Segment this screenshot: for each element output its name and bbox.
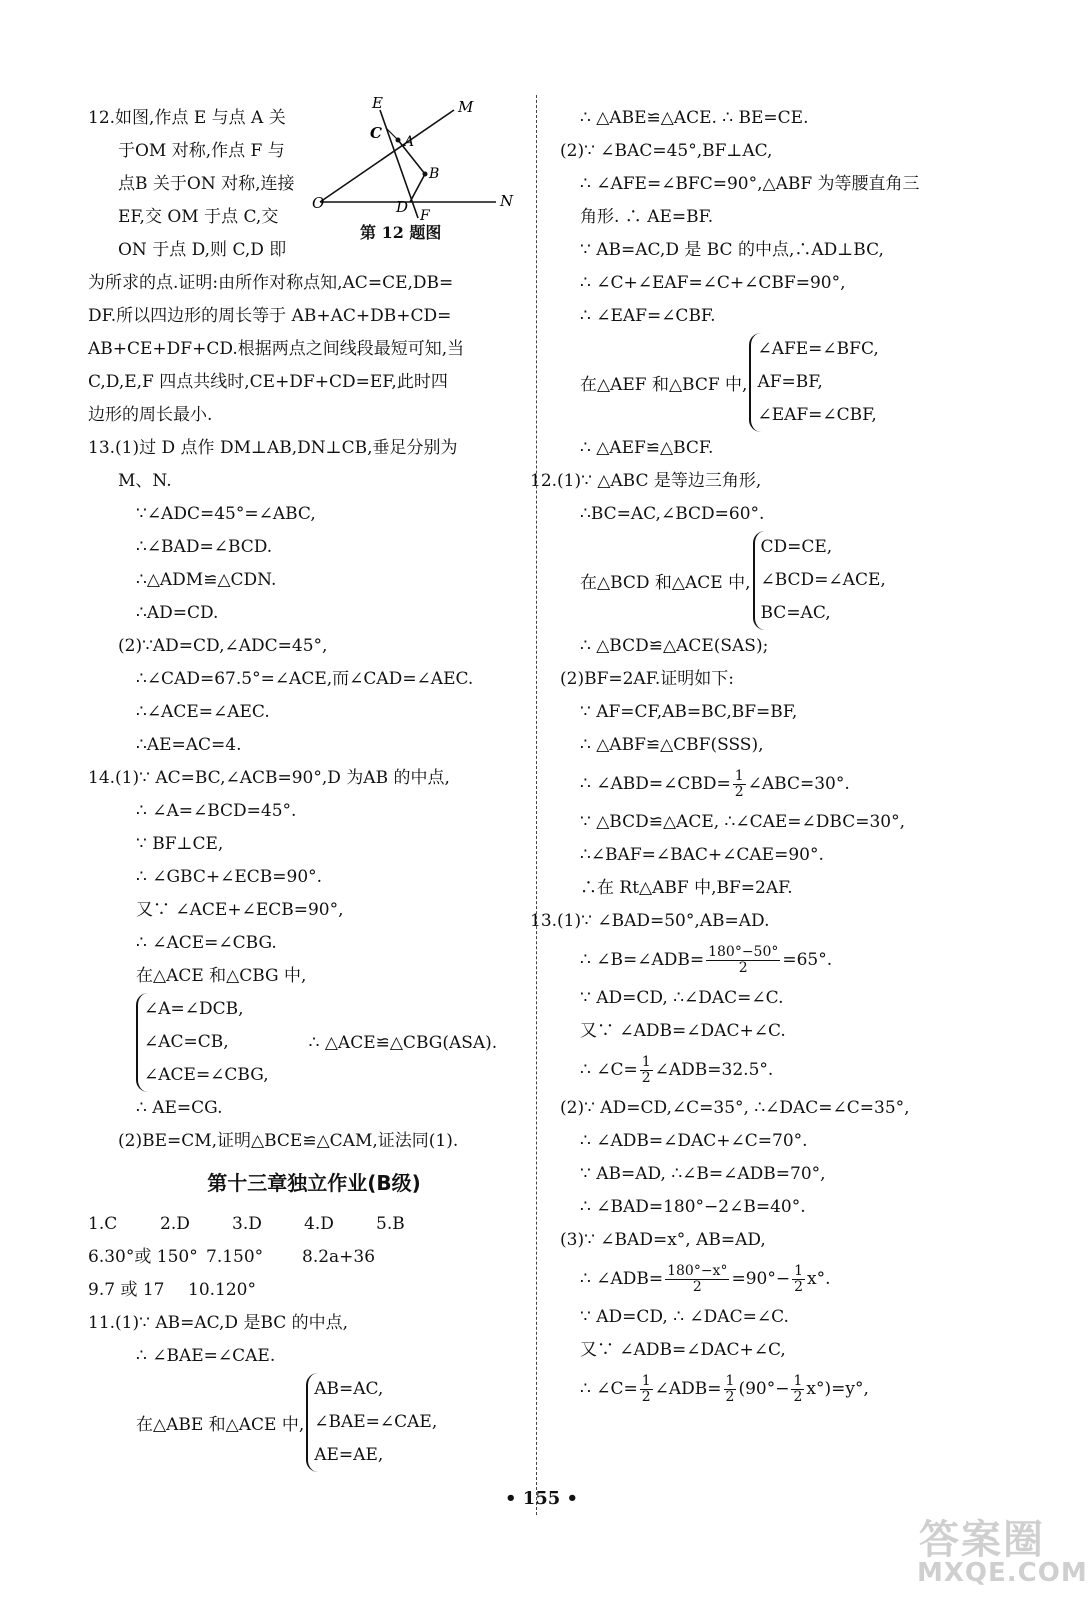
text-line: ∴BC=AC,∠BCD=60°. bbox=[580, 504, 765, 524]
numerator: 1 bbox=[734, 768, 744, 784]
fraction bbox=[640, 1374, 653, 1405]
figure-12 bbox=[314, 96, 520, 246]
system-label: 在△ABE 和△ACE 中, bbox=[136, 1415, 305, 1435]
text-line: 14.(1)∵ AC=BC,∠ACB=90°,D 为AB 的中点, bbox=[88, 768, 450, 788]
fraction bbox=[733, 769, 746, 800]
system-label: 在△BCD 和△ACE 中, bbox=[580, 573, 751, 593]
figure-12-diagram bbox=[312, 94, 520, 224]
system-line: ∠BCD=∠ACE, bbox=[760, 570, 886, 590]
text-line: ∴ ∠GBC+∠ECB=90°. bbox=[136, 867, 323, 887]
denominator: 2 bbox=[641, 1070, 651, 1086]
text-line: ∴ △ABF≌△CBF(SSS), bbox=[580, 735, 764, 755]
numerator: 1 bbox=[641, 1054, 651, 1070]
watermark-logo bbox=[909, 1508, 1088, 1590]
text-line: ∴ △AEF≌△BCF. bbox=[580, 438, 714, 458]
denominator: 2 bbox=[794, 1279, 804, 1295]
answer: 1.C bbox=[88, 1214, 118, 1234]
brace bbox=[753, 531, 886, 630]
answer-row bbox=[88, 1241, 520, 1274]
denominator: 2 bbox=[793, 1389, 803, 1405]
answer: 4.D bbox=[304, 1214, 334, 1234]
system-line: ∠A=∠DCB, bbox=[144, 999, 244, 1019]
formula-text: ∴ ∠C= bbox=[580, 1379, 638, 1399]
text-line: 角形. ∴ AE=BF. bbox=[580, 207, 714, 227]
fraction bbox=[792, 1264, 805, 1295]
formula-line bbox=[560, 1367, 990, 1411]
label-n: N bbox=[500, 192, 514, 210]
answer: 3.D bbox=[232, 1214, 262, 1234]
denominator: 2 bbox=[641, 1389, 651, 1405]
watermark-url: MXQE.COM bbox=[917, 1558, 1088, 1588]
text-line: 13.(1)∵ ∠BAD=50°,AB=AD. bbox=[530, 911, 770, 931]
label-o: O bbox=[312, 194, 325, 212]
fraction bbox=[640, 1055, 653, 1086]
fraction bbox=[724, 1374, 737, 1405]
formula-text: ∴ ∠B=∠ADB= bbox=[580, 950, 705, 970]
text-line: 于OM 对称,作点 F 与 bbox=[118, 141, 285, 161]
system-line: CD=CE, bbox=[760, 537, 833, 557]
numerator: 1 bbox=[641, 1373, 651, 1389]
text-line: ∴ ∠AFE=∠BFC=90°,△ABF 为等腰直角三 bbox=[580, 174, 920, 194]
text-line: (2)∵AD=CD,∠ADC=45°, bbox=[118, 636, 328, 656]
text-line: ∵ AB=AD, ∴∠B=∠ADB=70°, bbox=[580, 1164, 826, 1184]
denominator: 2 bbox=[738, 960, 748, 976]
text-line: (2)BE=CM,证明△BCE≌△CAM,证法同(1). bbox=[118, 1131, 459, 1151]
text-line: ∵ AF=CF,AB=BC,BF=BF, bbox=[580, 702, 798, 722]
text-line: (3)∵ ∠BAD=x°, AB=AD, bbox=[560, 1230, 766, 1250]
brace bbox=[749, 333, 878, 432]
text-line: EF,交 OM 于点 C,交 bbox=[118, 207, 279, 227]
answer-list bbox=[88, 1208, 520, 1307]
text-line: ∴ ∠ADB=∠DAC+∠C=70°. bbox=[580, 1131, 808, 1151]
text-line: ∵ AD=CD, ∴ ∠DAC=∠C. bbox=[580, 1307, 789, 1327]
formula-text: x°)=y°, bbox=[806, 1379, 869, 1399]
column-divider bbox=[536, 95, 537, 1515]
system-line: ∠BAE=∠CAE, bbox=[314, 1412, 438, 1432]
text-line: C,D,E,F 四点共线时,CE+DF+CD=EF,此时四 bbox=[88, 372, 448, 392]
answer: 8.2a+36 bbox=[302, 1247, 376, 1267]
text-line: ∴∠BAF=∠BAC+∠CAE=90°. bbox=[580, 845, 824, 865]
formula-line bbox=[560, 938, 990, 982]
text-line: ∴ ∠C+∠EAF=∠C+∠CBF=90°, bbox=[580, 273, 846, 293]
text-line: ∴ AE=CG. bbox=[136, 1098, 223, 1118]
system-line: AF=BF, bbox=[757, 372, 823, 392]
answer: 9.7 或 17 bbox=[88, 1280, 165, 1300]
text-line: M、N. bbox=[118, 471, 172, 491]
text-line: ∵ △BCD≌△ACE, ∴∠CAE=∠DBC=30°, bbox=[580, 812, 906, 832]
label-e: E bbox=[372, 94, 383, 112]
answer-row bbox=[88, 1208, 520, 1241]
formula-line bbox=[560, 1048, 990, 1092]
text-line: DF.所以四边形的周长等于 AB+AC+DB+CD= bbox=[88, 306, 452, 326]
system-line: ∠AC=CB, bbox=[144, 1032, 229, 1052]
fraction bbox=[706, 945, 780, 976]
label-m: M bbox=[458, 98, 474, 116]
system-line: BC=AC, bbox=[760, 603, 831, 623]
text-line: ∵ AB=AC,D 是 BC 的中点,∴AD⊥BC, bbox=[580, 240, 884, 260]
label-f: F bbox=[420, 208, 430, 224]
brace bbox=[306, 1373, 437, 1472]
formula-text: ∴ ∠ABD=∠CBD= bbox=[580, 774, 731, 794]
equation-system bbox=[560, 333, 990, 432]
formula-text: =65°. bbox=[782, 950, 833, 970]
text-line: ∴ △BCD≌△ACE(SAS); bbox=[580, 636, 769, 656]
system-line: AB=AC, bbox=[314, 1379, 384, 1399]
text-line: ∵ AD=CD, ∴∠DAC=∠C. bbox=[580, 988, 784, 1008]
section-heading: 第十三章独立作业(B级) bbox=[207, 1171, 421, 1195]
text-line: ∴ ∠EAF=∠CBF. bbox=[580, 306, 716, 326]
answer: 10.120° bbox=[188, 1280, 256, 1300]
text-line: ∴ ∠A=∠BCD=45°. bbox=[136, 801, 297, 821]
answer: 5.B bbox=[376, 1214, 405, 1234]
formula-text: =90°− bbox=[731, 1269, 791, 1289]
text-line: ∴∠BAD=∠BCD. bbox=[136, 537, 273, 557]
text-line: 11.(1)∵ AB=AC,D 是BC 的中点, bbox=[88, 1313, 349, 1333]
label-a: A bbox=[404, 134, 415, 150]
numerator: 1 bbox=[794, 1263, 804, 1279]
answer: 7.150° bbox=[206, 1247, 264, 1267]
answer: 2.D bbox=[160, 1214, 190, 1234]
text-line: 又∵ ∠ACE+∠ECB=90°, bbox=[136, 900, 344, 920]
denominator: 2 bbox=[725, 1389, 735, 1405]
watermark-text: 答案圈 bbox=[919, 1517, 1045, 1563]
system-line: ∠ACE=∠CBG, bbox=[144, 1065, 269, 1085]
text-line: ∴ ∠ACE=∠CBG. bbox=[136, 933, 277, 953]
system-label: 在△AEF 和△BCF 中, bbox=[580, 375, 748, 395]
text-line: 边形的周长最小. bbox=[88, 405, 213, 425]
numerator: 180°−x° bbox=[667, 1263, 728, 1279]
formula-line bbox=[560, 762, 990, 806]
text-line: 又∵ ∠ADB=∠DAC+∠C. bbox=[580, 1021, 786, 1041]
system-line: ∠AFE=∠BFC, bbox=[757, 339, 879, 359]
text-line: 12.如图,作点 E 与点 A 关 bbox=[88, 108, 286, 128]
denominator: 2 bbox=[734, 784, 744, 800]
problem-14 bbox=[88, 762, 520, 1158]
text-line: 13.(1)过 D 点作 DM⊥AB,DN⊥CB,垂足分别为 bbox=[88, 438, 458, 458]
system-line: ∠EAF=∠CBF, bbox=[757, 405, 877, 425]
denominator: 2 bbox=[692, 1279, 702, 1295]
fraction bbox=[665, 1264, 729, 1295]
text-line: ∴ ∠BAE=∠CAE. bbox=[136, 1346, 276, 1366]
formula-text: ∠ABC=30°. bbox=[747, 774, 850, 794]
problem-11 bbox=[88, 1307, 520, 1472]
equation-system bbox=[560, 531, 990, 630]
text-line: 12.(1)∵ △ABC 是等边三角形, bbox=[530, 471, 762, 491]
equation-system bbox=[88, 993, 520, 1092]
answer: 6.30°或 150° bbox=[88, 1247, 198, 1267]
text-line: ∵ BF⊥CE, bbox=[136, 834, 224, 854]
page-number: • 155 • bbox=[504, 1488, 579, 1509]
left-column bbox=[88, 94, 520, 1472]
formula-text: ∴ ∠ADB= bbox=[580, 1269, 664, 1289]
text-line: AB+CE+DF+CD.根据两点之间线段最短可知,当 bbox=[88, 339, 465, 359]
system-line: AE=AE, bbox=[314, 1445, 384, 1465]
formula-text: ∠ADB=32.5°. bbox=[654, 1060, 774, 1080]
text-line: ∴在 Rt△ABF 中,BF=2AF. bbox=[580, 878, 793, 898]
text-line: ∴△ADM≌△CDN. bbox=[136, 570, 277, 590]
formula-line bbox=[560, 1257, 990, 1301]
text-line: ON 于点 D,则 C,D 即 bbox=[118, 240, 287, 260]
problem-12-intro bbox=[88, 102, 323, 267]
text-line: 为所求的点.证明:由所作对称点知,AC=CE,DB= bbox=[88, 273, 454, 293]
text-line: ∴AE=AC=4. bbox=[136, 735, 242, 755]
label-d: D bbox=[396, 198, 409, 216]
text-line: 点B 关于ON 对称,连接 bbox=[118, 174, 295, 194]
formula-text: x°. bbox=[807, 1269, 831, 1289]
text-line: (2)∵ ∠BAC=45°,BF⊥AC, bbox=[560, 141, 773, 161]
formula-text: (90°− bbox=[738, 1379, 790, 1399]
numerator: 1 bbox=[725, 1373, 735, 1389]
text-line: 又∵ ∠ADB=∠DAC+∠C, bbox=[580, 1340, 786, 1360]
problem-13 bbox=[88, 432, 520, 762]
right-column bbox=[530, 102, 990, 1411]
numerator: 1 bbox=[793, 1373, 803, 1389]
figure-caption: 第 12 题图 bbox=[360, 223, 442, 242]
text-line: ∴ ∠BAD=180°−2∠B=40°. bbox=[580, 1197, 806, 1217]
brace bbox=[136, 993, 269, 1092]
formula-text: ∠ADB= bbox=[654, 1379, 722, 1399]
label-b: B bbox=[429, 166, 440, 182]
text-line: (2)BF=2AF.证明如下: bbox=[560, 669, 734, 689]
numerator: 180°−50° bbox=[708, 944, 779, 960]
system-conclusion: ∴ △ACE≌△CBG(ASA). bbox=[308, 1032, 498, 1053]
text-line: ∵∠ADC=45°=∠ABC, bbox=[136, 504, 316, 524]
equation-system bbox=[88, 1373, 520, 1472]
text-line: ∴ △ABE≌△ACE. ∴ BE=CE. bbox=[580, 108, 809, 128]
text-line: (2)∵ AD=CD,∠C=35°, ∴∠DAC=∠C=35°, bbox=[560, 1098, 910, 1118]
text-line: ∴∠CAD=67.5°=∠ACE,而∠CAD=∠AEC. bbox=[136, 669, 474, 689]
text-line: ∴AD=CD. bbox=[136, 603, 219, 623]
problem-12-body bbox=[88, 267, 520, 432]
text-line: 在△ACE 和△CBG 中, bbox=[136, 966, 307, 986]
answer-row bbox=[88, 1274, 520, 1307]
label-c: C bbox=[370, 124, 382, 142]
formula-text: ∴ ∠C= bbox=[580, 1060, 638, 1080]
fraction bbox=[791, 1374, 804, 1405]
text-line: ∴∠ACE=∠AEC. bbox=[136, 702, 270, 722]
